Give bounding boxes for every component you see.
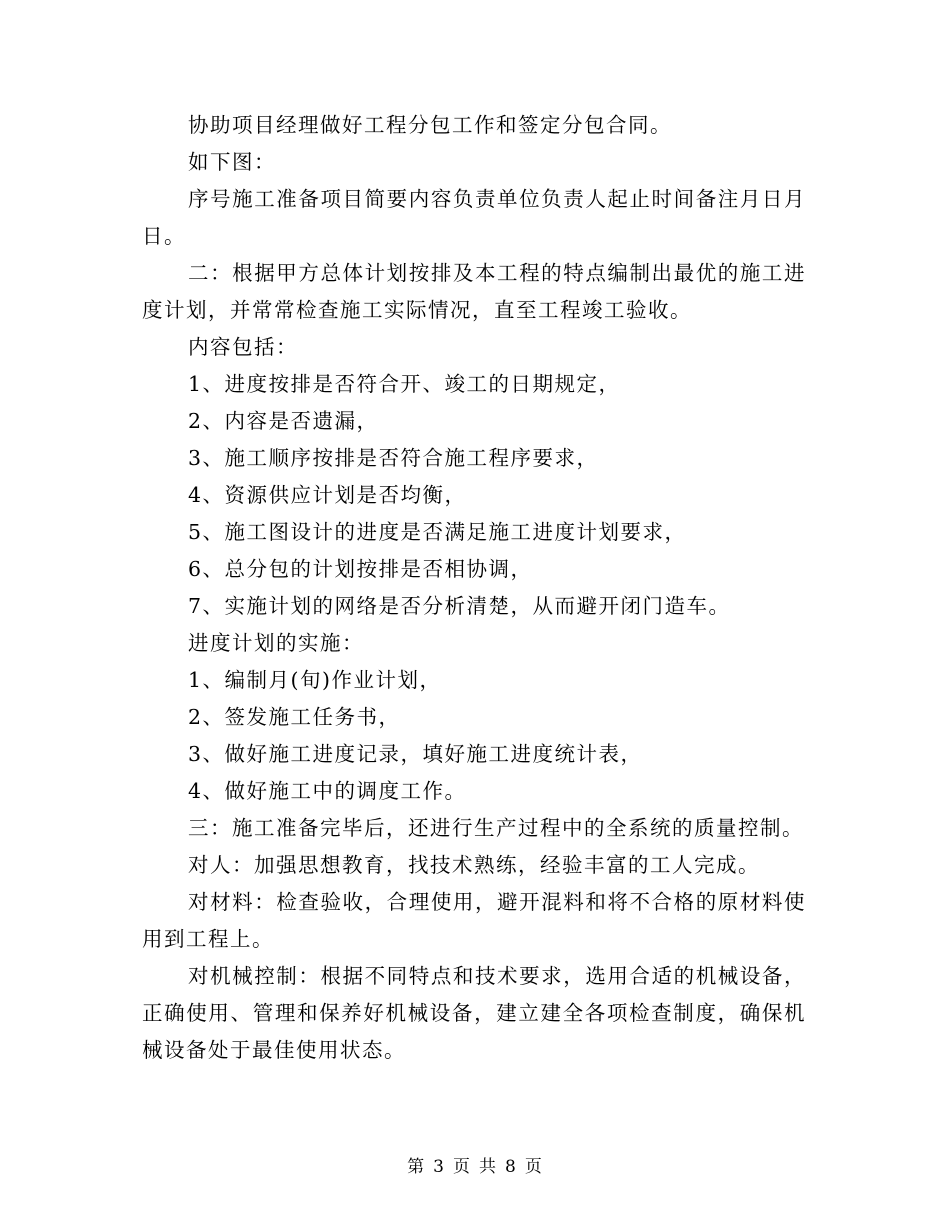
list-item: 5、施工图设计的进度是否满足施工进度计划要求， (188, 520, 687, 544)
page-footer (0, 1152, 950, 1177)
paragraph: 内容包括： (188, 335, 298, 359)
list-item: 3、施工顺序按排是否符合施工程序要求， (188, 446, 599, 470)
list-item: 2、内容是否遗漏， (188, 409, 379, 433)
paragraph: 序号施工准备项目简要内容负责单位负责人起止时间备注月日月日。 (142, 187, 806, 248)
total-page-count: 8 (505, 1157, 517, 1177)
paragraph: 对人：加强思想教育，找技术熟练，经验丰富的工人完成。 (188, 853, 760, 877)
paragraph: 如下图： (188, 150, 276, 174)
list-item: 2、签发施工任务书， (188, 705, 401, 729)
paragraph: 协助项目经理做好工程分包工作和签定分包合同。 (188, 113, 672, 137)
list-item: 1、进度按排是否符合开、竣工的日期规定， (188, 372, 621, 396)
list-item: 6、总分包的计划按排是否相协调， (188, 557, 533, 581)
list-item: 3、做好施工进度记录，填好施工进度统计表， (188, 742, 643, 766)
paragraph: 进度计划的实施： (188, 631, 364, 655)
footer-prefix: 第 (407, 1157, 426, 1177)
paragraph: 二：根据甲方总体计划按排及本工程的特点编制出最优的施工进度计划，并常常检查施工实际情况，直至工程竣工验收。 (142, 261, 806, 322)
list-item: 4、资源供应计划是否均衡， (188, 483, 467, 507)
paragraph: 三：施工准备完毕后，还进行生产过程中的全系统的质量控制。 (188, 816, 804, 840)
footer-page-word: 页 (453, 1157, 471, 1177)
list-item: 4、做好施工中的调度工作。 (188, 779, 467, 803)
footer-suffix: 页 (524, 1157, 543, 1177)
list-item: 7、实施计划的网络是否分析清楚，从而避开闭门造车。 (188, 594, 731, 618)
footer-total-word: 共 (479, 1157, 497, 1177)
paragraph: 对材料：检查验收，合理使用，避开混料和将不合格的原材料使用到工程上。 (142, 890, 806, 951)
paragraph: 对机械控制：根据不同特点和技术要求，选用合适的机械设备，正确使用、管理和保养好机械设备，建立建全各项检查制度，确保机械设备处于最佳使用状态。 (142, 964, 806, 1062)
document-body (142, 107, 806, 1069)
current-page-number: 3 (433, 1157, 445, 1177)
list-item: 1、编制月(旬)作业计划， (188, 668, 442, 692)
